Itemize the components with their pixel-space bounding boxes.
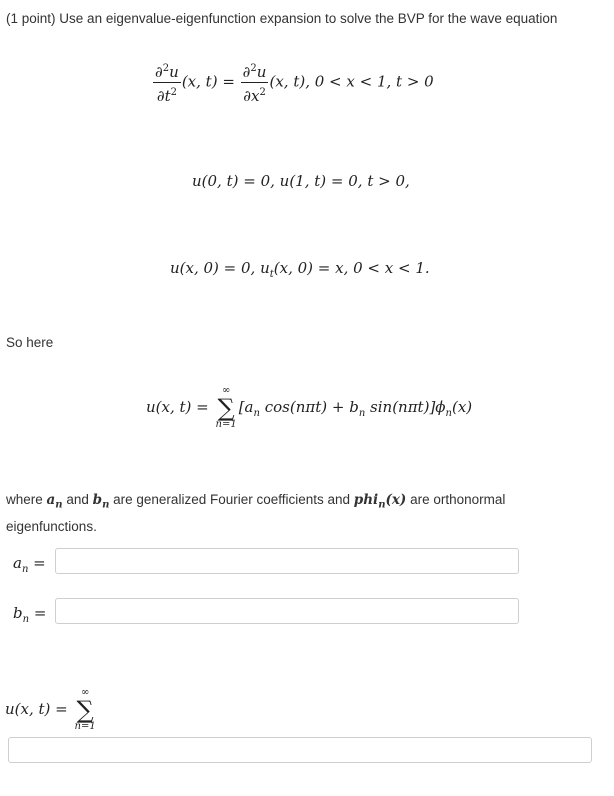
series-expansion: u(x, t) = ∞ ∑ n=1 [$a_n$ $\cos(n\pi t) + b_n$ $\sin(n\pi t)]\phi_n(x)$ xyxy=(146,385,473,430)
a-n-label: $a_n$ = xyxy=(13,554,46,575)
b-n-label: $b_n$ = xyxy=(13,604,47,625)
a-n-input[interactable] xyxy=(55,548,519,574)
b-n-input[interactable] xyxy=(55,598,519,624)
wave-equation: $\frac{\partial^2u}{\partial t^2}$ (x, t) = $\frac{\partial^2u}{\partial x^2}$ (x, t), 0 < x < 1, t > 0 xyxy=(152,60,434,105)
so-here-label: So here xyxy=(6,335,54,350)
initial-conditions: u(x, 0) = 0, $u_t(x$, 0) = x, 0 < x < 1. xyxy=(170,259,430,280)
u-answer-label: u(x, t) = ∞ ∑ n=1 xyxy=(5,687,96,732)
instruction-text: Use an eigenvalue-eigenfunction expansion to solve the BVP for the wave equation xyxy=(59,11,558,26)
u-answer-input[interactable] xyxy=(8,737,592,763)
problem-statement xyxy=(6,11,606,26)
boundary-conditions: u(0, t) = 0, u(1, t) = 0, t > 0, xyxy=(192,172,410,190)
points-label: (1 point) xyxy=(6,11,56,26)
pde-tail: (x, t), 0 < x < 1, t > 0 xyxy=(269,72,434,91)
coefficients-description: where $a_n$ and $b_n$ are generalized Fourier coefficients and phi$_n$(x) are orthonormal eigenfunctions. xyxy=(6,492,506,534)
